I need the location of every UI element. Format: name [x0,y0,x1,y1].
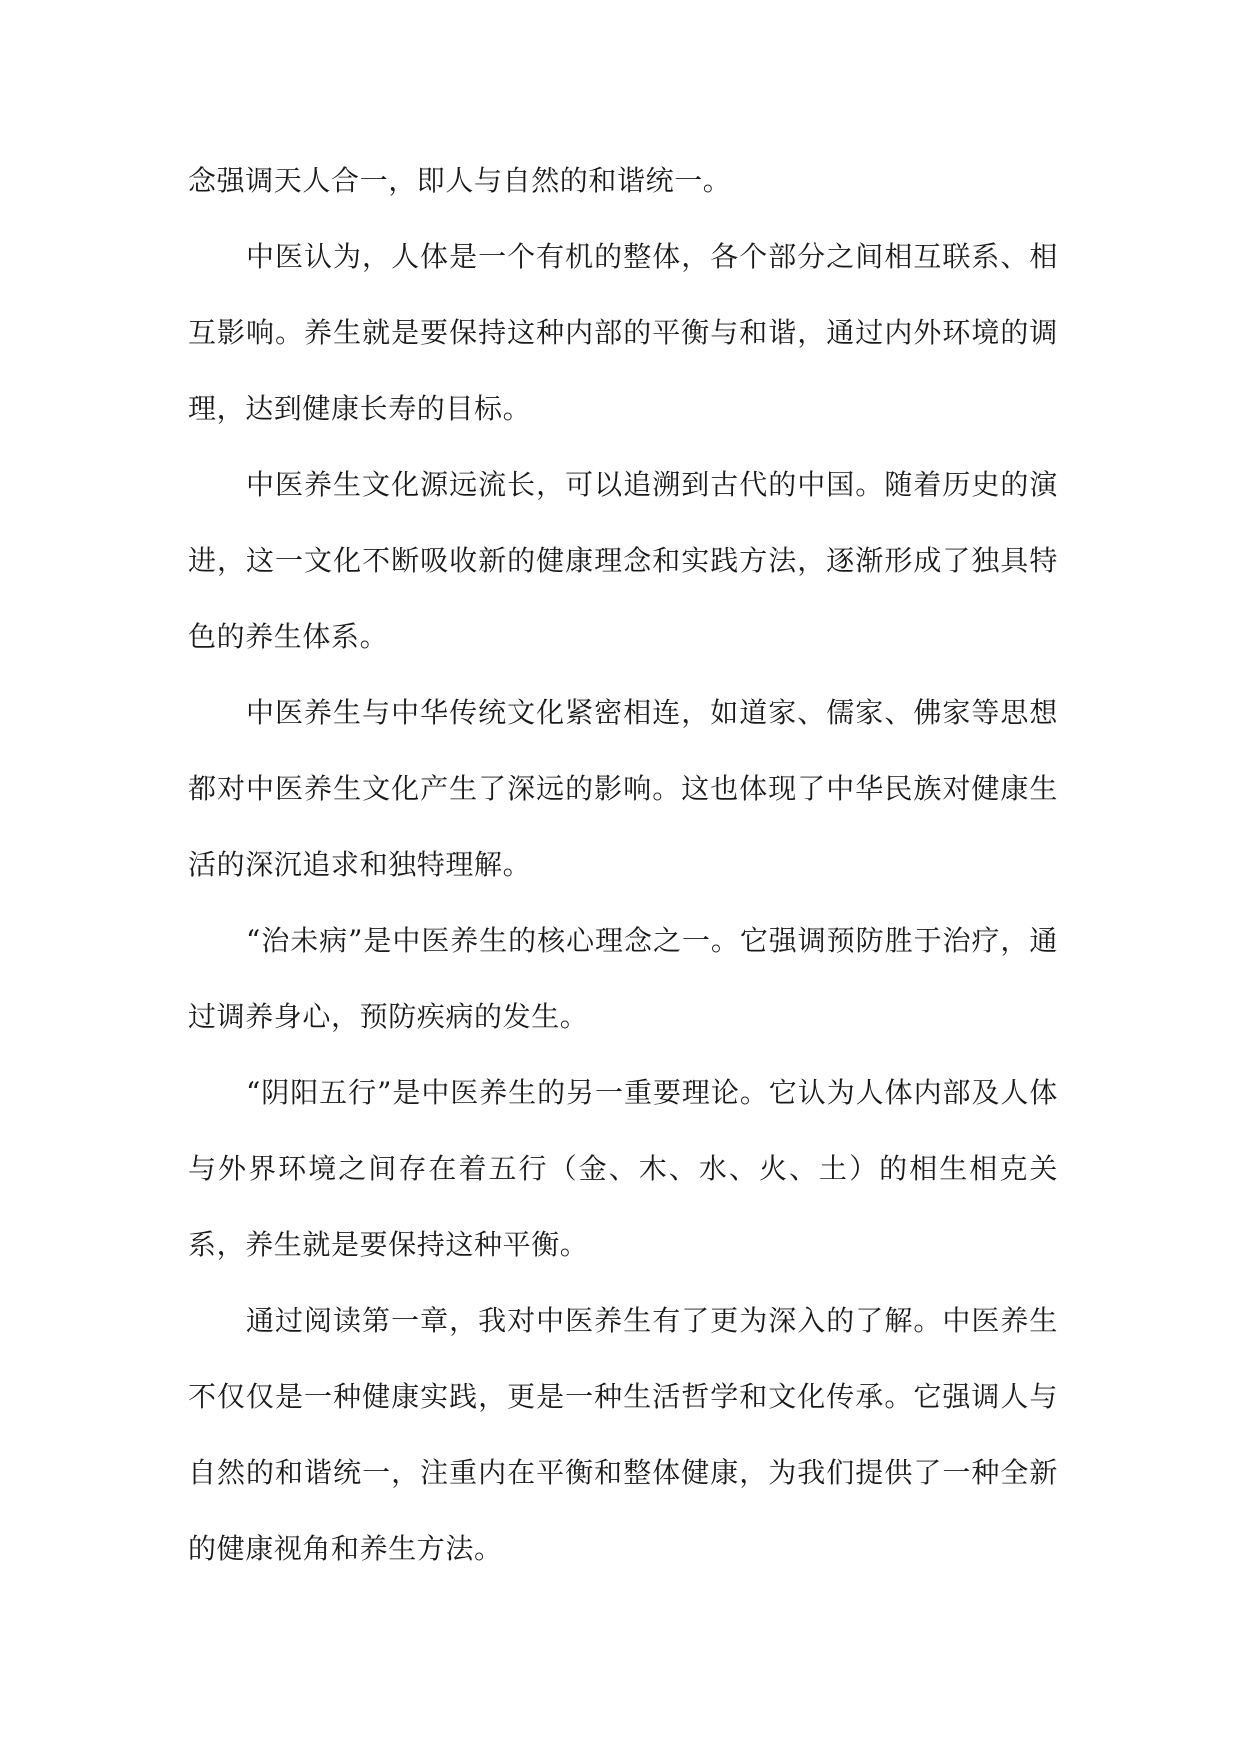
paragraph-conclusion: 通过阅读第一章，我对中医养生有了更为深入的了解。中医养生不仅仅是一种健康实践，更是一种生活哲学和文化传承。它强调人与自然的和谐统一，注重内在平衡和整体健康，为我们提供了一种全新的健康视角和养生方法。 [188,1304,1058,1565]
paragraph-holistic-body: 中医认为，人体是一个有机的整体，各个部分之间相互联系、相互影响。养生就是要保持这种内部的平衡与和谐，通过内外环境的调理，达到健康长寿的目标。 [188,240,1058,425]
paragraph-traditional-culture: 中医养生与中华传统文化紧密相连，如道家、儒家、佛家等思想都对中医养生文化产生了深远的影响。这也体现了中华民族对健康生活的深沉追求和独特理解。 [188,696,1058,881]
paragraph-prevention: “治未病”是中医养生的核心理念之一。它强调预防胜于治疗，通过调养身心，预防疾病的发生。 [188,924,1058,1033]
paragraph-history: 中医养生文化源远流长，可以追溯到古代的中国。随着历史的演进，这一文化不断吸收新的健康理念和实践方法，逐渐形成了独具特色的养生体系。 [188,468,1058,653]
paragraph-continuation: 念强调天人合一，即人与自然的和谐统一。 [188,164,732,197]
paragraph-yin-yang: “阴阳五行”是中医养生的另一重要理论。它认为人体内部及人体与外界环境之间存在着五行（金、木、水、火、土）的相生相克关系，养生就是要保持这种平衡。 [188,1076,1058,1261]
document-body [188,143,1058,1587]
